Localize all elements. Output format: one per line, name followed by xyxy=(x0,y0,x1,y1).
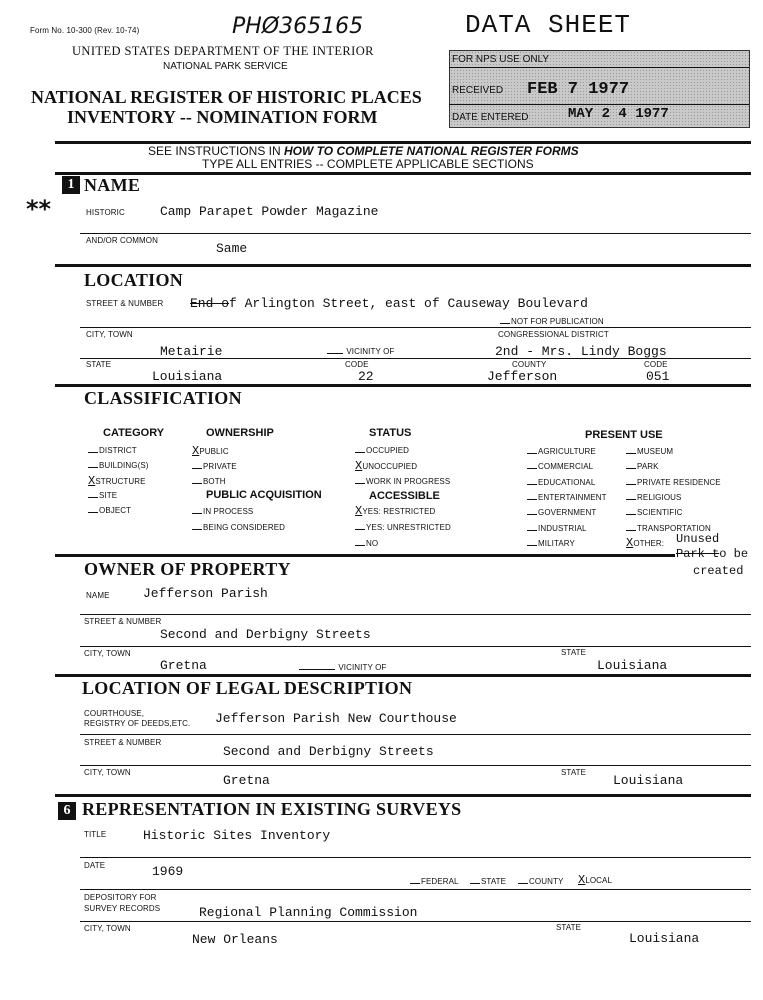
name-heading: NAME xyxy=(84,175,141,195)
use-commercial: COMMERCIAL xyxy=(527,461,593,471)
surveys-heading: REPRESENTATION IN EXISTING SURVEYS xyxy=(82,799,462,819)
department: UNITED STATES DEPARTMENT OF THE INTERIOR xyxy=(72,44,374,58)
data-sheet-stamp: DATA SHEET xyxy=(465,10,632,40)
state-label: STATE xyxy=(86,360,112,369)
present-use-title: PRESENT USE xyxy=(585,429,663,441)
county-label: COUNTY xyxy=(512,360,547,369)
category-title: CATEGORY xyxy=(103,427,165,439)
survey-city-label: CITY, TOWN xyxy=(84,924,131,933)
use-private-residence: PRIVATE RESIDENCE xyxy=(626,477,721,487)
legal-city-value: Gretna xyxy=(223,773,270,788)
survey-date-value: 1969 xyxy=(152,864,184,879)
use-educational: EDUCATIONAL xyxy=(527,477,595,487)
owner-city-value: Gretna xyxy=(160,658,207,673)
service: NATIONAL PARK SERVICE xyxy=(163,61,288,72)
county-value: Jefferson xyxy=(487,369,558,384)
acquisition-in-process: IN PROCESS xyxy=(192,506,253,516)
legal-street-label: STREET & NUMBER xyxy=(84,738,162,747)
status-unoccupied: XUNOCCUPIED xyxy=(355,459,418,473)
survey-federal: FEDERAL xyxy=(410,876,459,886)
code2-label: CODE xyxy=(644,360,668,369)
form-title-1: NATIONAL REGISTER OF HISTORIC PLACES xyxy=(31,87,422,107)
common-label: AND/OR COMMON xyxy=(86,236,158,245)
acquisition-title: PUBLIC ACQUISITION xyxy=(206,489,322,501)
legal-street-value: Second and Derbigny Streets xyxy=(223,744,434,759)
acquisition-considered: BEING CONSIDERED xyxy=(192,522,285,532)
section-number-6: 6 xyxy=(58,802,76,820)
legal-state-label: STATE xyxy=(561,768,587,777)
use-scientific: SCIENTIFIC xyxy=(626,507,682,517)
accessible-no: NO xyxy=(355,538,378,548)
ownership-title: OWNERSHIP xyxy=(206,427,274,439)
category-site: SITE xyxy=(88,490,117,500)
owner-name-label: NAME xyxy=(86,591,110,600)
owner-heading: OWNER OF PROPERTY xyxy=(84,559,291,579)
use-other-value: Unused xyxy=(676,532,720,546)
location-heading: LOCATION xyxy=(84,270,184,290)
congressional-label: CONGRESSIONAL DISTRICT xyxy=(498,330,609,339)
accessible-unrestricted: YES: UNRESTRICTED xyxy=(355,522,451,532)
ownership-both: BOTH xyxy=(192,476,226,486)
state-value: Louisiana xyxy=(152,369,223,384)
nps-box-title: FOR NPS USE ONLY xyxy=(452,54,550,65)
use-museum: MUSEUM xyxy=(626,446,673,456)
depository-value: Regional Planning Commission xyxy=(199,905,418,920)
use-industrial: INDUSTRIAL xyxy=(527,523,587,533)
owner-vicinity-label: VICINITY OF xyxy=(299,662,386,672)
city-label: CITY, TOWN xyxy=(86,330,133,339)
owner-street-label: STREET & NUMBER xyxy=(84,617,162,626)
code-value: 22 xyxy=(358,369,374,384)
form-title-2: INVENTORY -- NOMINATION FORM xyxy=(67,107,378,127)
city-value: Metairie xyxy=(160,344,223,359)
ownership-public: XPUBLIC xyxy=(192,444,229,458)
use-other-value-2: Park to be xyxy=(676,547,749,561)
survey-title-value: Historic Sites Inventory xyxy=(143,828,331,843)
use-other-value-3: created xyxy=(693,564,744,578)
survey-state-value: Louisiana xyxy=(629,931,700,946)
use-agriculture: AGRICULTURE xyxy=(527,446,596,456)
section-number-1: 1 xyxy=(62,176,80,194)
accessible-title: ACCESSIBLE xyxy=(369,490,440,502)
instructions-line-2: TYPE ALL ENTRIES -- COMPLETE APPLICABLE SECTIONS xyxy=(202,157,534,171)
category-structure: XSTRUCTURE xyxy=(88,474,146,488)
street-value: End of Arlington Street, east of Causeway Boulevard xyxy=(190,296,588,311)
historic-label: HISTORIC xyxy=(86,208,125,217)
depository-label-1: DEPOSITORY FOR xyxy=(84,893,157,902)
received-label: RECEIVED xyxy=(452,85,504,96)
survey-city-value: New Orleans xyxy=(192,932,278,947)
courthouse-value: Jefferson Parish New Courthouse xyxy=(215,711,457,726)
date-entered-label: DATE ENTERED xyxy=(452,112,529,123)
instructions-line-1: SEE INSTRUCTIONS IN HOW TO COMPLETE NATIONAL REGISTER FORMS xyxy=(148,144,579,158)
use-park: PARK xyxy=(626,461,659,471)
depository-label-2: SURVEY RECORDS xyxy=(84,904,161,913)
ownership-private: PRIVATE xyxy=(192,461,237,471)
use-government: GOVERNMENT xyxy=(527,507,596,517)
legal-heading: LOCATION OF LEGAL DESCRIPTION xyxy=(82,678,413,698)
use-other: XOTHER: xyxy=(626,536,665,550)
use-military: MILITARY xyxy=(527,538,575,548)
owner-city-label: CITY, TOWN xyxy=(84,649,131,658)
legal-city-label: CITY, TOWN xyxy=(84,768,131,777)
survey-local: XLOCAL xyxy=(578,873,613,887)
congressional-value: 2nd - Mrs. Lindy Boggs xyxy=(495,344,667,359)
status-work-in-progress: WORK IN PROGRESS xyxy=(355,476,450,486)
survey-date-label: DATE xyxy=(84,861,106,870)
category-buildings: BUILDING(S) xyxy=(88,460,149,470)
use-transportation: TRANSPORTATION xyxy=(626,523,711,533)
status-occupied: OCCUPIED xyxy=(355,445,409,455)
survey-county: COUNTY xyxy=(518,876,563,886)
survey-state-label: STATE xyxy=(556,923,582,932)
handwritten-id: PHØ365165 xyxy=(232,14,364,39)
use-religious: RELIGIOUS xyxy=(626,492,681,502)
legal-state-value: Louisiana xyxy=(613,773,684,788)
category-district: DISTRICT xyxy=(88,445,137,455)
owner-street-value: Second and Derbigny Streets xyxy=(160,627,371,642)
common-name: Same xyxy=(216,241,248,256)
received-stamp: FEB 7 1977 xyxy=(527,80,630,99)
entered-stamp: MAY 2 4 1977 xyxy=(568,106,669,122)
owner-state-label: STATE xyxy=(561,648,587,657)
category-object: OBJECT xyxy=(88,505,131,515)
form-number: Form No. 10-300 (Rev. 10-74) xyxy=(30,26,140,35)
not-for-publication: NOT FOR PUBLICATION xyxy=(500,316,604,326)
survey-title-label: TITLE xyxy=(84,830,107,839)
courthouse-label-2: REGISTRY OF DEEDS,ETC. xyxy=(84,719,191,728)
courthouse-label-1: COURTHOUSE, xyxy=(84,709,145,718)
use-entertainment: ENTERTAINMENT xyxy=(527,492,607,502)
street-label: STREET & NUMBER xyxy=(86,299,164,308)
historic-name: Camp Parapet Powder Magazine xyxy=(160,204,379,219)
owner-state-value: Louisiana xyxy=(597,658,668,673)
status-title: STATUS xyxy=(369,427,412,439)
code-label: CODE xyxy=(345,360,369,369)
handwritten-asterisks: ** xyxy=(26,195,52,223)
owner-name-value: Jefferson Parish xyxy=(143,586,268,601)
survey-state: STATE xyxy=(470,876,506,886)
vicinity-label: VICINITY OF xyxy=(327,346,394,356)
code2-value: 051 xyxy=(646,369,670,384)
accessible-restricted: XYES: RESTRICTED xyxy=(355,504,436,518)
classification-heading: CLASSIFICATION xyxy=(84,388,242,408)
